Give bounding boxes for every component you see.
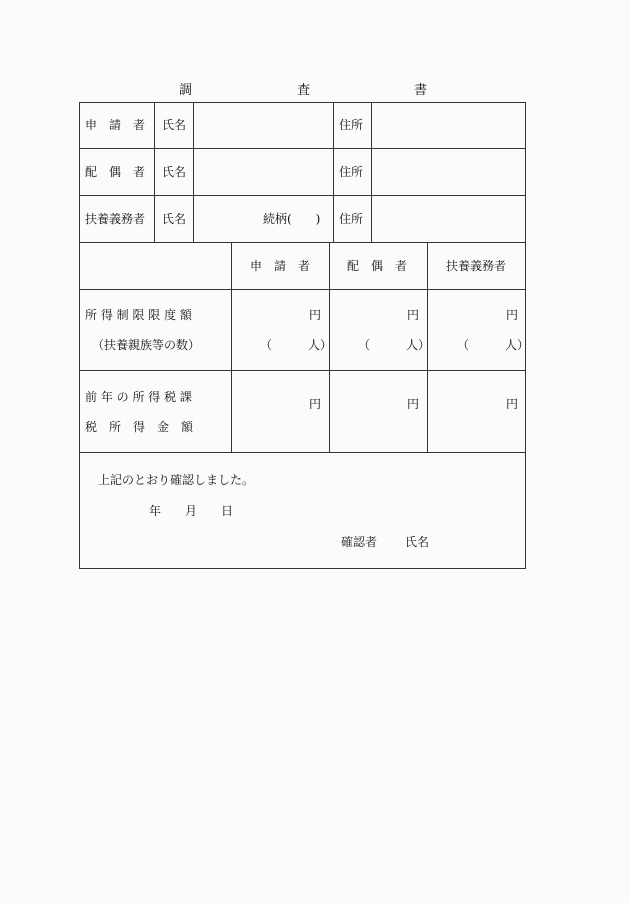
confirmation-text: 上記のとおり確認しました。 <box>98 473 255 487</box>
confirmer-name-field[interactable] <box>430 530 520 552</box>
tax-spouse-field[interactable] <box>331 372 426 451</box>
confirmer-name-label: 氏名 <box>405 535 430 549</box>
col-header-supporter: 扶養義務者 <box>446 259 507 273</box>
supporter-label: 扶養義務者 <box>85 212 146 226</box>
confirmation-date: 年 月 日 <box>149 504 234 518</box>
income-limit-supporter-yen: 円 <box>506 308 519 322</box>
income-limit-applicant-field[interactable] <box>233 291 328 369</box>
tax-applicant-yen: 円 <box>309 397 322 411</box>
supporter-address-field[interactable] <box>373 197 524 241</box>
col-header-applicant: 申 請 者 <box>250 259 311 273</box>
income-limit-applicant-persons: （ 人） <box>260 338 333 352</box>
tax-applicant-field[interactable] <box>233 372 328 451</box>
spouse-address-label: 住所 <box>339 165 364 179</box>
applicant-label: 申 請 者 <box>85 118 146 132</box>
spouse-label: 配 偶 者 <box>85 165 146 179</box>
tax-supporter-field[interactable] <box>429 372 524 451</box>
applicant-name-label: 氏名 <box>162 118 187 132</box>
dependents-count-label: （扶養親族等の数） <box>92 338 201 352</box>
spouse-name-field[interactable] <box>195 150 332 194</box>
income-limit-supporter-field[interactable] <box>429 291 524 369</box>
prior-year-tax-label-line1: 前 年 の 所 得 税 課 <box>85 390 192 404</box>
supporter-address-label: 住所 <box>339 212 364 226</box>
title-char-3: 書 <box>414 83 428 98</box>
confirmer-label: 確認者 <box>341 535 378 549</box>
tax-supporter-yen: 円 <box>506 397 519 411</box>
title-char-2: 査 <box>297 83 311 98</box>
spouse-name-label: 氏名 <box>162 165 187 179</box>
supporter-relation-label: 続柄( ) <box>263 212 321 226</box>
income-limit-supporter-persons: （ 人） <box>457 338 530 352</box>
supporter-name-label: 氏名 <box>162 212 187 226</box>
spouse-address-field[interactable] <box>373 150 524 194</box>
applicant-address-label: 住所 <box>339 118 364 132</box>
income-limit-spouse-yen: 円 <box>407 308 420 322</box>
title-char-1: 調 <box>179 83 193 98</box>
applicant-name-field[interactable] <box>195 104 332 147</box>
income-limit-spouse-field[interactable] <box>331 291 426 369</box>
income-limit-label: 所 得 制 限 限 度 額 <box>85 308 192 322</box>
applicant-address-field[interactable] <box>373 104 524 147</box>
income-limit-applicant-yen: 円 <box>309 308 322 322</box>
prior-year-tax-label-line2: 税 所 得 金 額 <box>85 420 194 434</box>
tax-spouse-yen: 円 <box>407 397 420 411</box>
col-header-spouse: 配 偶 者 <box>347 259 408 273</box>
income-limit-spouse-persons: （ 人） <box>358 338 431 352</box>
